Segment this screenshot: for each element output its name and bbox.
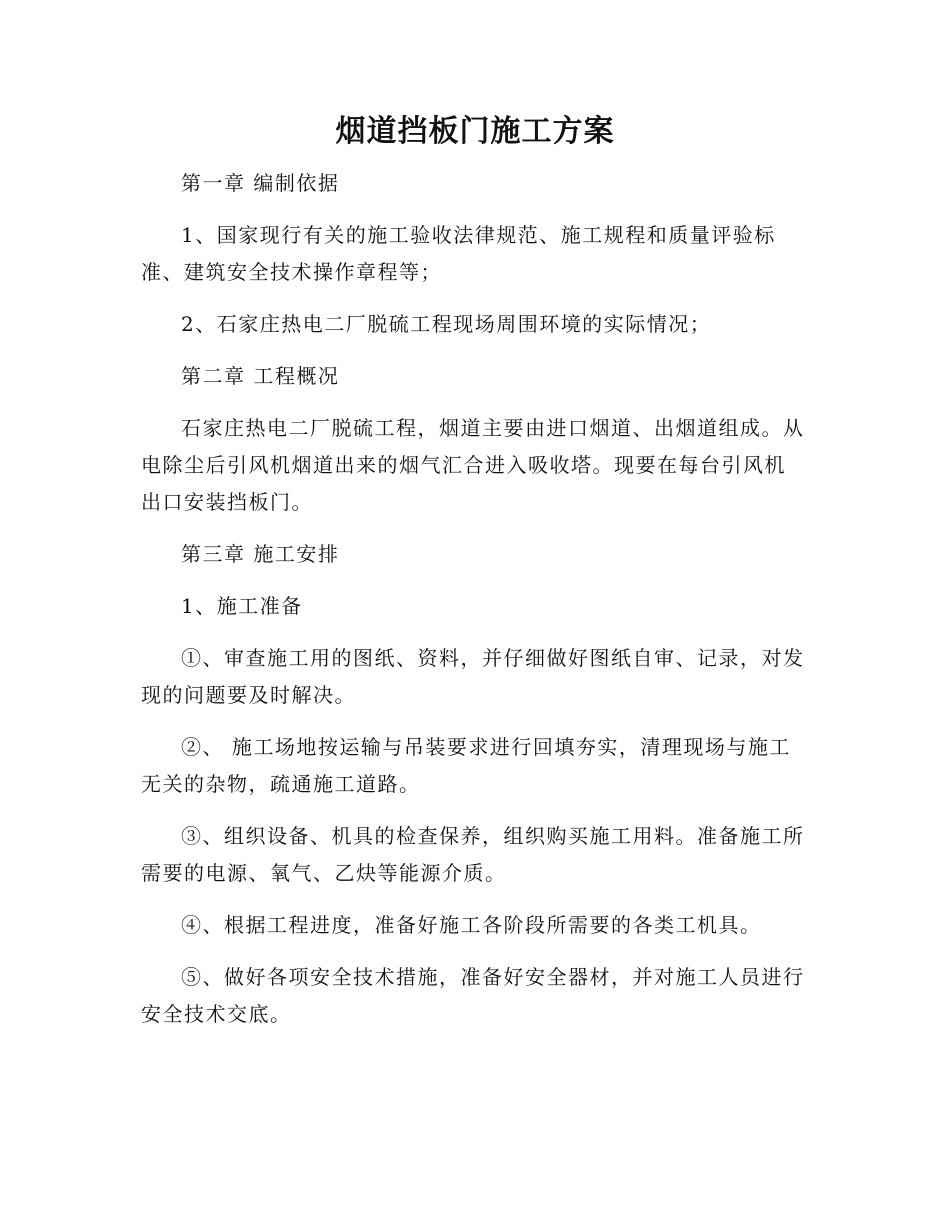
- list-item: ①、审查施工用的图纸、资料，并仔细做好图纸自审、记录，对发现的问题要及时解决。: [141, 646, 805, 707]
- section-heading: 1、施工准备: [181, 594, 303, 618]
- chapter-2-heading: 第二章 工程概况: [181, 364, 340, 388]
- chapter-3-heading: 第三章 施工安排: [181, 542, 340, 566]
- document-body: [141, 165, 807, 1048]
- list-item: ③、组织设备、机具的检查保养，组织购买施工用料。准备施工所需要的电源、氧气、乙炔等能源介质。: [141, 824, 805, 885]
- paragraph: 石家庄热电二厂脱硫工程，烟道主要由进口烟道、出烟道组成。从电除尘后引风机烟道出来的烟气汇合进入吸收塔。现要在每台引风机出口安装挡板门。: [141, 416, 805, 514]
- paragraph: 1、国家现行有关的施工验收法律规范、施工规程和质量评验标准、建筑安全技术操作章程等；: [141, 223, 776, 284]
- list-item: ⑤、做好各项安全技术措施，准备好安全器材，并对施工人员进行安全技术交底。: [141, 965, 805, 1026]
- chapter-1-heading: 第一章 编制依据: [181, 171, 340, 195]
- document-title: 烟道挡板门施工方案: [335, 114, 615, 149]
- paragraph: 2、石家庄热电二厂脱硫工程现场周围环境的实际情况；: [181, 312, 712, 336]
- list-item: ②、 施工场地按运输与吊装要求进行回填夯实，清理现场与施工无关的杂物，疏通施工道路。: [141, 735, 791, 796]
- list-item: ④、根据工程进度，准备好施工各阶段所需要的各类工机具。: [181, 913, 762, 937]
